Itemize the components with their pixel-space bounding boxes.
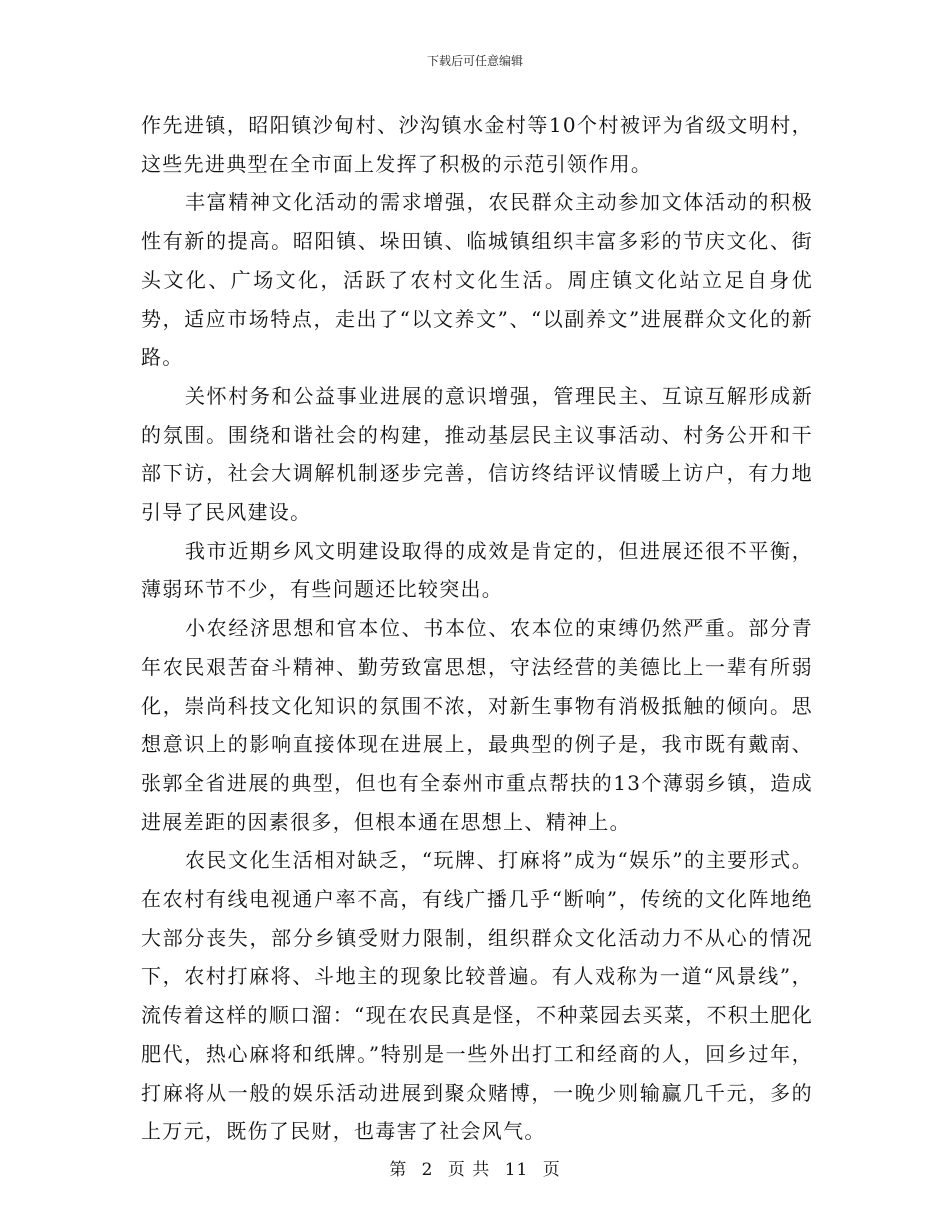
paragraph-2: 丰富精神文化活动的需求增强，农民群众主动参加文体活动的积极性有新的提高。昭阳镇、垛田镇、临城镇组织丰富多彩的节庆文化、街头文化、广场文化，活跃了农村文化生活。周庄镇文化站立足自身优势，适应市场特点，走出了“以文养文”、“以副养文”进展群众文化的新路。: [141, 190, 813, 370]
page-footer: [0, 1155, 950, 1180]
paragraph-4: 我市近期乡风文明建设取得的成效是肯定的，但进展还很不平衡，薄弱环节不少，有些问题还比较突出。: [141, 538, 813, 602]
footer-middle: 页 共: [447, 1160, 491, 1180]
paragraph-3: 关怀村务和公益事业进展的意识增强，管理民主、互谅互解形成新的氛围。围绕和谐社会的构建，推动基层民主议事活动、村务公开和干部下访，社会大调解机制逐步完善，信访终结评议情暖上访户，有力地引导了民风建设。: [141, 383, 813, 525]
paragraph-5: 小农经济思想和官本位、书本位、农本位的束缚仍然严重。部分青年农民艰苦奋斗精神、勤劳致富思想，守法经营的美德比上一辈有所弱化，崇尚科技文化知识的氛围不浓，对新生事物有消极抵触的倾向。思想意识上的影响直接体现在进展上，最典型的例子是，我市既有戴南、张郭全省进展的典型，但也有全泰州市重点帮扶的13个薄弱乡镇，造成进展差距的因素很多，但根本通在思想上、精神上。: [141, 616, 813, 834]
footer-prefix: 第: [389, 1160, 408, 1180]
document-body: [141, 106, 813, 1151]
paragraph-1: 作先进镇，昭阳镇沙甸村、沙沟镇水金村等10个村被评为省级文明村，这些先进典型在全市面上发挥了积极的示范引领作用。: [141, 113, 813, 176]
page-header: 下载后可任意编辑: [426, 54, 523, 68]
current-page-number: 2: [421, 1160, 434, 1180]
total-page-count: 11: [504, 1160, 529, 1180]
paragraph-6: 农民文化生活相对缺乏，“玩牌、打麻将”成为“娱乐”的主要形式。在农村有线电视通户率不高，有线广播几乎“断响”，传统的文化阵地绝大部分丧失，部分乡镇受财力限制，组织群众文化活动力不从心的情况下，农村打麻将、斗地主的现象比较普遍。有人戏称为一道“风景线”，流传着这样的顺口溜：“现在农民真是怪，不种菜园去买菜，不积土肥化肥代，热心麻将和纸牌。”特别是一些外出打工和经商的人，回乡过年，打麻将从一般的娱乐活动进展到聚众赌博，一晚少则输赢几千元，多的上万元，既伤了民财，也毒害了社会风气。: [141, 848, 813, 1144]
footer-suffix: 页: [542, 1160, 561, 1180]
